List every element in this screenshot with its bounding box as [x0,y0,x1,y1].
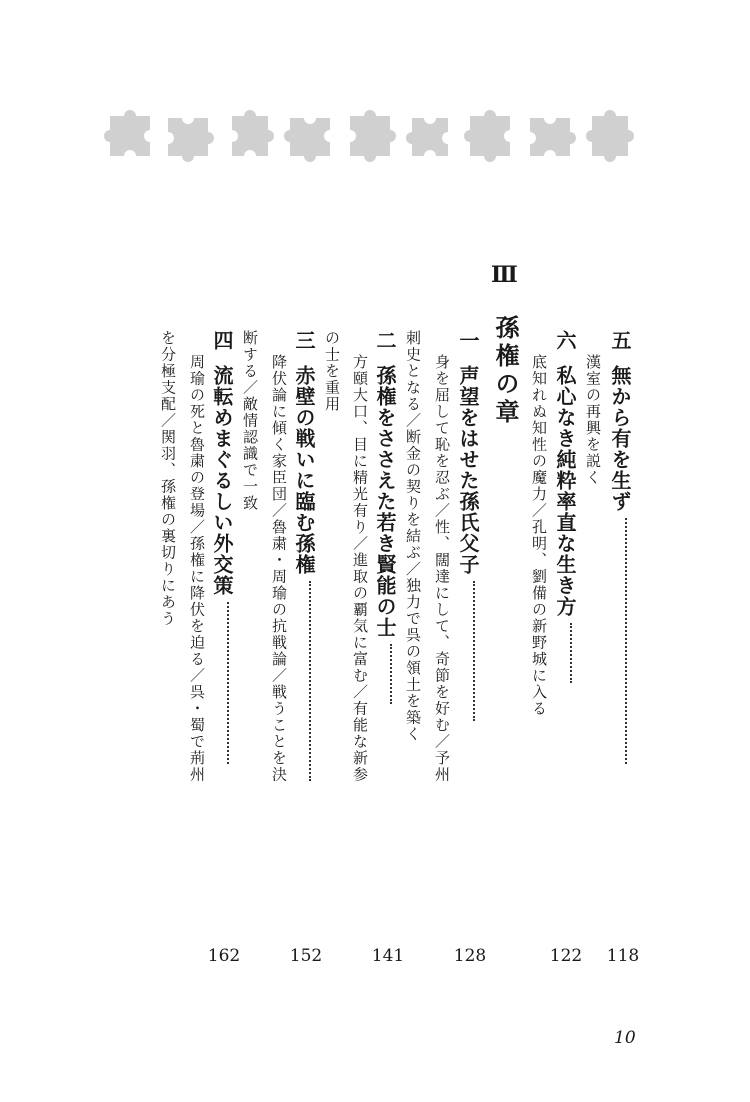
entry-subtitle: 漢室の再興を説く [584,354,602,486]
entry-title: 声望をはせた孫氏父子 [456,365,480,575]
puzzle-piece-icon [460,102,520,162]
dot-leader [625,518,627,764]
puzzle-decoration [100,102,640,166]
toc-entry-c1[interactable] [458,330,478,721]
entry-title: 流転めまぐるしい外交策 [210,365,234,596]
puzzle-piece-icon [280,102,340,162]
entry-subtitle: を分極支配／関羽、孫権の裏切りにあう [159,330,177,627]
entry-number: 六 [553,330,577,351]
dot-leader [390,644,392,704]
puzzle-piece-icon [340,102,400,162]
page-number: 162 [207,946,241,966]
page-number: 122 [549,946,583,966]
dot-leader [473,581,475,721]
entry-subtitle: 身を屈して恥を忍ぶ／性、闊達にして、奇節を好む／予州 [433,354,451,783]
puzzle-piece-icon [220,102,280,162]
entry-subtitle: 周瑜の死と魯粛の登場／孫権に降伏を迫る／呉・蜀で荊州 [188,354,206,783]
puzzle-piece-icon [400,102,460,162]
toc-entry-c4[interactable] [212,330,232,764]
entry-title: 孫権をささえた若き賢能の士 [373,365,397,638]
toc-entry-c3[interactable] [294,330,314,781]
entry-subtitle: 刺史となる／断金の契りを結ぶ／独力で呉の領土を築く [404,330,422,743]
toc-entry-5[interactable] [610,330,630,764]
entry-number: 五 [608,330,632,351]
entry-title: 無から有を生ず [608,365,632,512]
dot-leader [309,581,311,781]
puzzle-piece-icon [580,102,640,162]
page-number: 118 [606,946,640,966]
chapter-number: Ⅲ [491,262,518,288]
entry-subtitle: 底知れぬ知性の魔力／孔明、劉備の新野城に入る [530,354,548,717]
toc-entry-c2[interactable] [375,330,395,704]
toc-entry-6[interactable] [555,330,575,683]
entry-title: 赤壁の戦いに臨む孫権 [292,365,316,575]
entry-number: 二 [373,330,397,351]
chapter-title: 孫権の章 [491,315,520,427]
puzzle-piece-icon [520,102,580,162]
page-number: 128 [453,946,487,966]
entry-number: 三 [292,330,316,351]
entry-title: 私心なき純粋率直な生き方 [553,365,577,617]
puzzle-piece-icon [100,102,160,162]
entry-subtitle: の士を重用 [323,330,341,413]
dot-leader [570,623,572,683]
entry-subtitle: 方頤大口、目に精光有り／進取の覇気に富む／有能な新参 [351,354,369,783]
dot-leader [227,602,229,764]
puzzle-piece-icon [160,102,220,162]
entry-number: 四 [210,330,234,351]
entry-subtitle: 断する／敵情認識で一致 [241,330,259,512]
page-number: 152 [289,946,323,966]
entry-number: 一 [456,330,480,351]
folio-page-number: 10 [614,1028,636,1048]
page-number: 141 [371,946,405,966]
entry-subtitle: 降伏論に傾く家臣団／魯粛・周瑜の抗戦論／戦うことを決 [270,354,288,783]
